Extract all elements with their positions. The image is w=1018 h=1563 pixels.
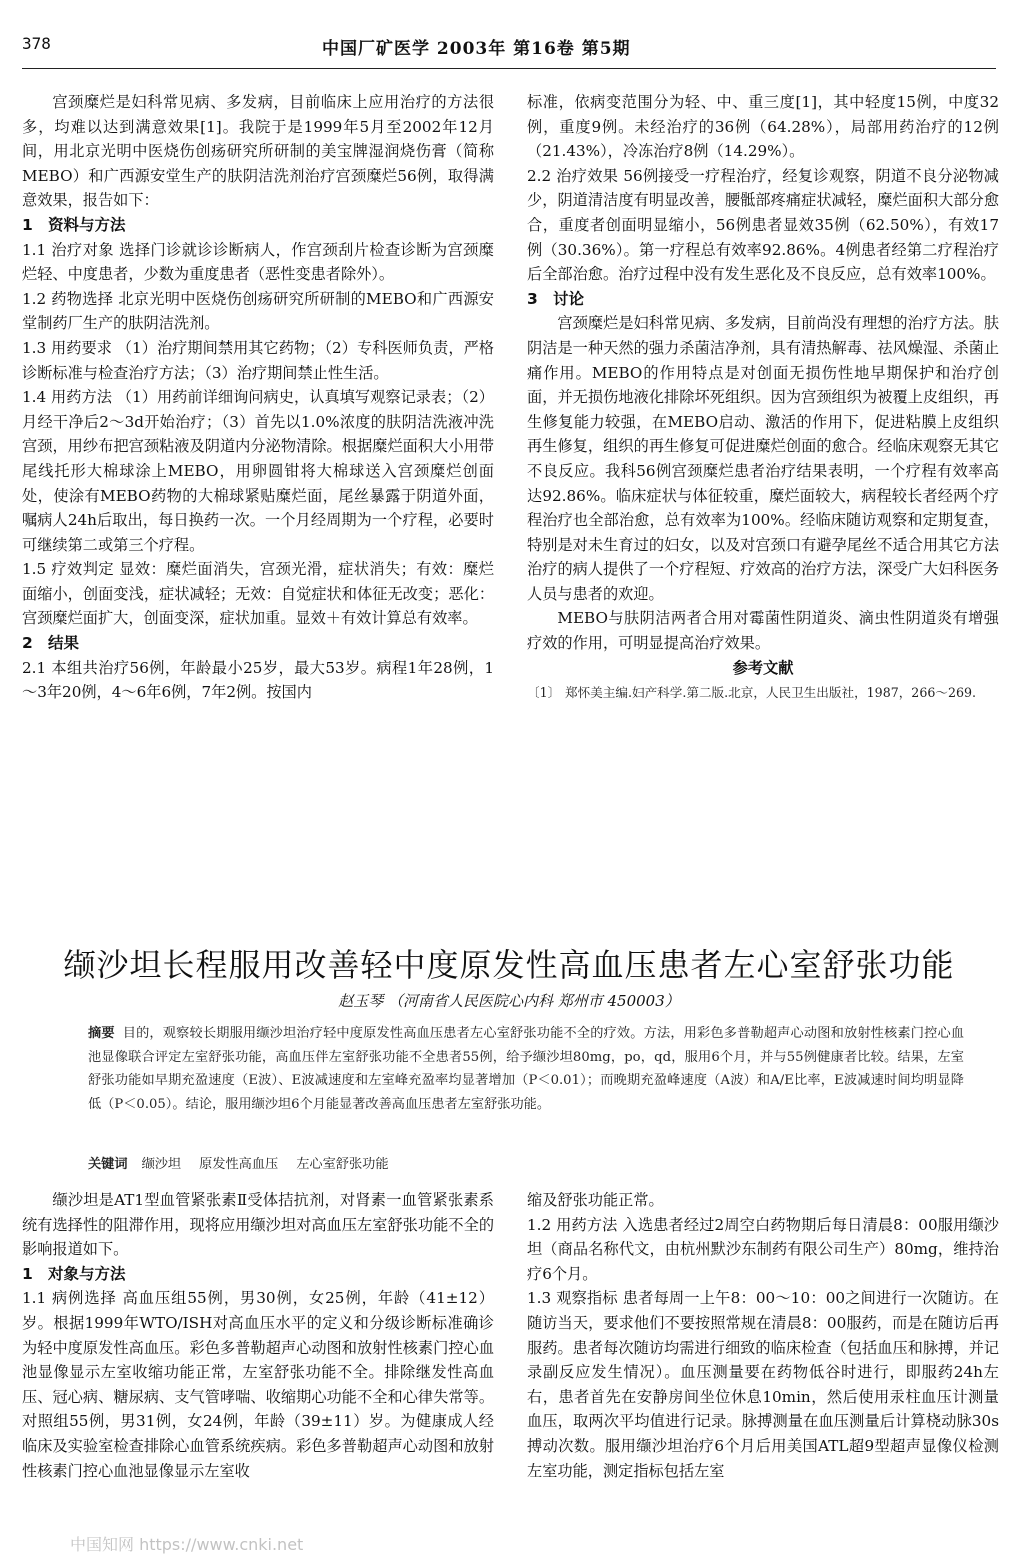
discussion-paragraph: 宫颈糜烂是妇科常见病、多发病，目前尚没有理想的治疗方法。肤阴洁是一种天然的强力杀菌洁净剂，具有清热解毒、祛风燥湿、杀菌止痛作用。MEBO的作用特点是对创面无损伤性地早期保护和治疗创面，并无损伤地液化排除坏死组织。因为宫颈组织为被覆上皮组织，再生修复能力较强，在MEBO启动、激活的作用下，促进粘膜上皮组织再生修复，组织的再生修复可促进糜烂创面的愈合。经临床观察无其它不良反应。我科56例宫颈糜烂患者治疗结果表明，一个疗程有效率高达92.86%。临床症状与体征较重，糜烂面较大，病程较长者经两个疗程治疗也全部治愈，总有效率为100%。经临床随访观察和定期复查，特别是对未生育过的妇女，以及对宫颈口有避孕尾丝不适合用其它方法治疗的病人提供了一个疗程短、疗效高的治疗方法，深受广大妇科医务人员与患者的欢迎。 [527,314,999,603]
page-header [22,34,996,62]
section-title: 结果 [48,634,80,653]
keyword: 缬沙坦 [141,1157,182,1172]
keyword: 原发性高血压 [199,1157,279,1172]
section-number: 1 [22,1264,33,1283]
journal-citation: 中国厂矿医学 2003年 第16卷 第5期 [322,39,631,59]
subsection-1-2: 1.2 药物选择 北京光明中医烧伤创疡研究所研制的MEBO和广西源安堂制药厂生产的肤阴洁洗剂。 [22,289,494,333]
subsection-1-3: 1.3 用药要求 （1）治疗期间禁用其它药物；（2）专科医师负责，严格诊断标准与检查治疗方法；（3）治疗期间禁止性生活。 [22,338,494,382]
subsection-2-1: 2.1 本组共治疗56例，年龄最小25岁，最大53岁。病程1年28例，1～3年20例，4～6年6例，7年2例。按国内 [22,658,494,702]
article2-left-column [22,1188,494,1483]
section-number: 3 [527,289,538,308]
keyword: 左心室舒张功能 [296,1157,389,1172]
abstract-label: 摘要 [88,1026,115,1041]
article1-left-column [22,90,494,705]
section-heading [22,631,494,656]
article2-abstract [88,1022,964,1116]
continued-paragraph: 标准，依病变范围分为轻、中、重三度[1]，其中轻度15例，中度32例，重度9例。未经治疗的36例（64.28%），局部用药治疗的12例（21.43%），冷冻治疗8例（14.29%）。 [527,93,999,161]
keywords-label: 关键词 [88,1157,128,1172]
article2-right-column [527,1188,999,1483]
article2-keywords [88,1154,964,1176]
section-heading [22,213,494,238]
section-heading [22,1262,494,1287]
section-number: 2 [22,634,33,653]
cnki-watermark: 中国知网 https://www.cnki.net [70,1535,304,1554]
reference-tag: 〔1〕 [527,685,561,701]
discussion-paragraph: MEBO与肤阴洁两者合用对霉菌性阴道炎、滴虫性阴道炎有增强疗效的作用，可明显提高治疗效果。 [527,609,999,653]
subsection-1-1: 1.1 病例选择 高血压组55例，男30例，女25例，年龄（41±12）岁。根据1999年WTO/ISH对高血压水平的定义和分级诊断标准确诊为轻中度原发性高血压。彩色多普勒超声心动图和放射性核素门控心血池显像显示左室收缩功能正常，左室舒张功能不全。排除继发性高血压、冠心病、糖尿病、支气管哮喘、收缩期心功能不全和心律失常等。对照组55例，男31例，女24例，年龄（39±11）岁。为健康成人经临床及实验室检查排除心血管系统疾病。彩色多普勒超声心动图和放射性核素门控心血池显像显示左室收 [22,1289,494,1480]
article2-intro: 缬沙坦是AT1型血管紧张素Ⅱ受体拮抗剂，对肾素一血管紧张素系统有选择性的阻滞作用，现将应用缬沙坦对高血压左室舒张功能不全的影响报道如下。 [22,1191,494,1259]
article2-title: 缬沙坦长程服用改善轻中度原发性高血压患者左心室舒张功能 [63,946,955,984]
section-number: 1 [22,215,33,234]
section-title: 对象与方法 [48,1264,126,1283]
references-title: 参考文献 [732,658,794,677]
subsection-1-3: 1.3 观察指标 患者每周一上午8：00～10：00之间进行一次随访。在随访当天，要求他们不要按照常规在清晨8：00服药，而是在随访后再服药。患者每次随访均需进行细致的临床检查（包括血压和脉搏，并记录副反应发生情况）。血压测量要在药物低谷时进行，即服药24h左右，患者首先在安静房间坐位休息10min，然后使用汞柱血压计测量血压，取两次平均值进行记录。脉搏测量在血压测量后计算桡动脉30s搏动次数。服用缬沙坦治疗6个月后用美国ATL超9型超声显像仪检测左室功能，测定指标包括左室 [527,1289,999,1480]
section-heading [527,287,999,312]
page-number: 378 [22,34,51,53]
subsection-1-1: 1.1 治疗对象 选择门诊就诊诊断病人，作宫颈刮片检查诊断为宫颈糜烂轻、中度患者，少数为重度患者（恶性变患者除外）。 [22,240,494,284]
abstract-text: 目的，观察较长期服用缬沙坦治疗轻中度原发性高血压患者左心室舒张功能不全的疗效。方法，用彩色多普勒超声心动图和放射性核素门控心血池显像联合评定左室舒张功能，高血压伴左室舒张功能不全患者55例，给予缬沙坦80mg，po，qd，服用6个月，并与55例健康者比较。结果，左室舒张功能如早期充盈速度（E波）、E波减速度和左室峰充盈率均显著增加（P＜0.01）；而晚期充盈峰速度（A波）和A/E比率，E波减速时间均明显降低（P＜0.05）。结论，服用缬沙坦6个月能显著改善高血压患者左室舒张功能。 [88,1026,965,1112]
subsection-1-5: 1.5 疗效判定 显效：糜烂面消失，宫颈光滑，症状消失；有效：糜烂面缩小，创面变浅，症状减轻；无效：自觉症状和体征无改变；恶化：宫颈糜烂面扩大，创面变深，症状加重。显效＋有效计算总有效率。 [22,560,494,628]
article2-author: 赵玉琴 （河南省人民医院心内科 郑州市 450003） [338,992,680,1010]
header-rule [22,68,996,69]
article1-intro: 宫颈糜烂是妇科常见病、多发病，目前临床上应用治疗的方法很多，均难以达到满意效果[1]。我院于是1999年5月至2002年12月间，用北京光明中医烧伤创疡研究所研制的美宝牌湿润烧伤膏（简称MEBO）和广西源安堂生产的肤阴洁洗剂治疗宫颈糜烂56例，取得满意效果，报告如下： [22,93,494,210]
subsection-1-4: 1.4 用药方法 （1）用药前详细询问病史，认真填写观察记录表；（2）月经干净后2～3d开始治疗；（3）首先以1.0%浓度的肤阴洁洗液冲洗宫颈，用纱布把宫颈粘液及阴道内分泌物清除。根据糜烂面积大小用带尾线托形大棉球涂上MEBO，用卵圆钳将大棉球送入宫颈糜烂创面处，使涂有MEBO药物的大棉球紧贴糜烂面，尾丝暴露于阴道外面，嘱病人24h后取出，每日换药一次。一个月经周期为一个疗程，必要时可继续第二或第三个疗程。 [22,388,494,554]
continued-paragraph: 缩及舒张功能正常。 [527,1191,664,1209]
subsection-2-2: 2.2 治疗效果 56例接受一疗程治疗，经复诊观察，阴道不良分泌物减少，阴道清洁度有明显改善，腰骶部疼痛症状减轻，糜烂面积大部分愈合，重度者创面明显缩小，56例患者显效35例（62.50%），有效17例（30.36%）。第一疗程总有效率92.86%。4例患者经第二疗程治疗后全部治愈。治疗过程中没有发生恶化及不良反应，总有效率100%。 [527,166,999,284]
section-title: 资料与方法 [48,215,126,234]
section-title: 讨论 [553,289,585,308]
reference-item [527,683,999,702]
article1-right-column [527,90,999,702]
subsection-1-2: 1.2 用药方法 入选患者经过2周空白药物期后每日清晨8：00服用缬沙坦（商品名称代文，由杭州默沙东制药有限公司生产）80mg，维持治疗6个月。 [527,1215,999,1283]
reference-text: 郑怀美主编.妇产科学.第二版.北京，人民卫生出版社，1987，266～269. [565,685,976,701]
